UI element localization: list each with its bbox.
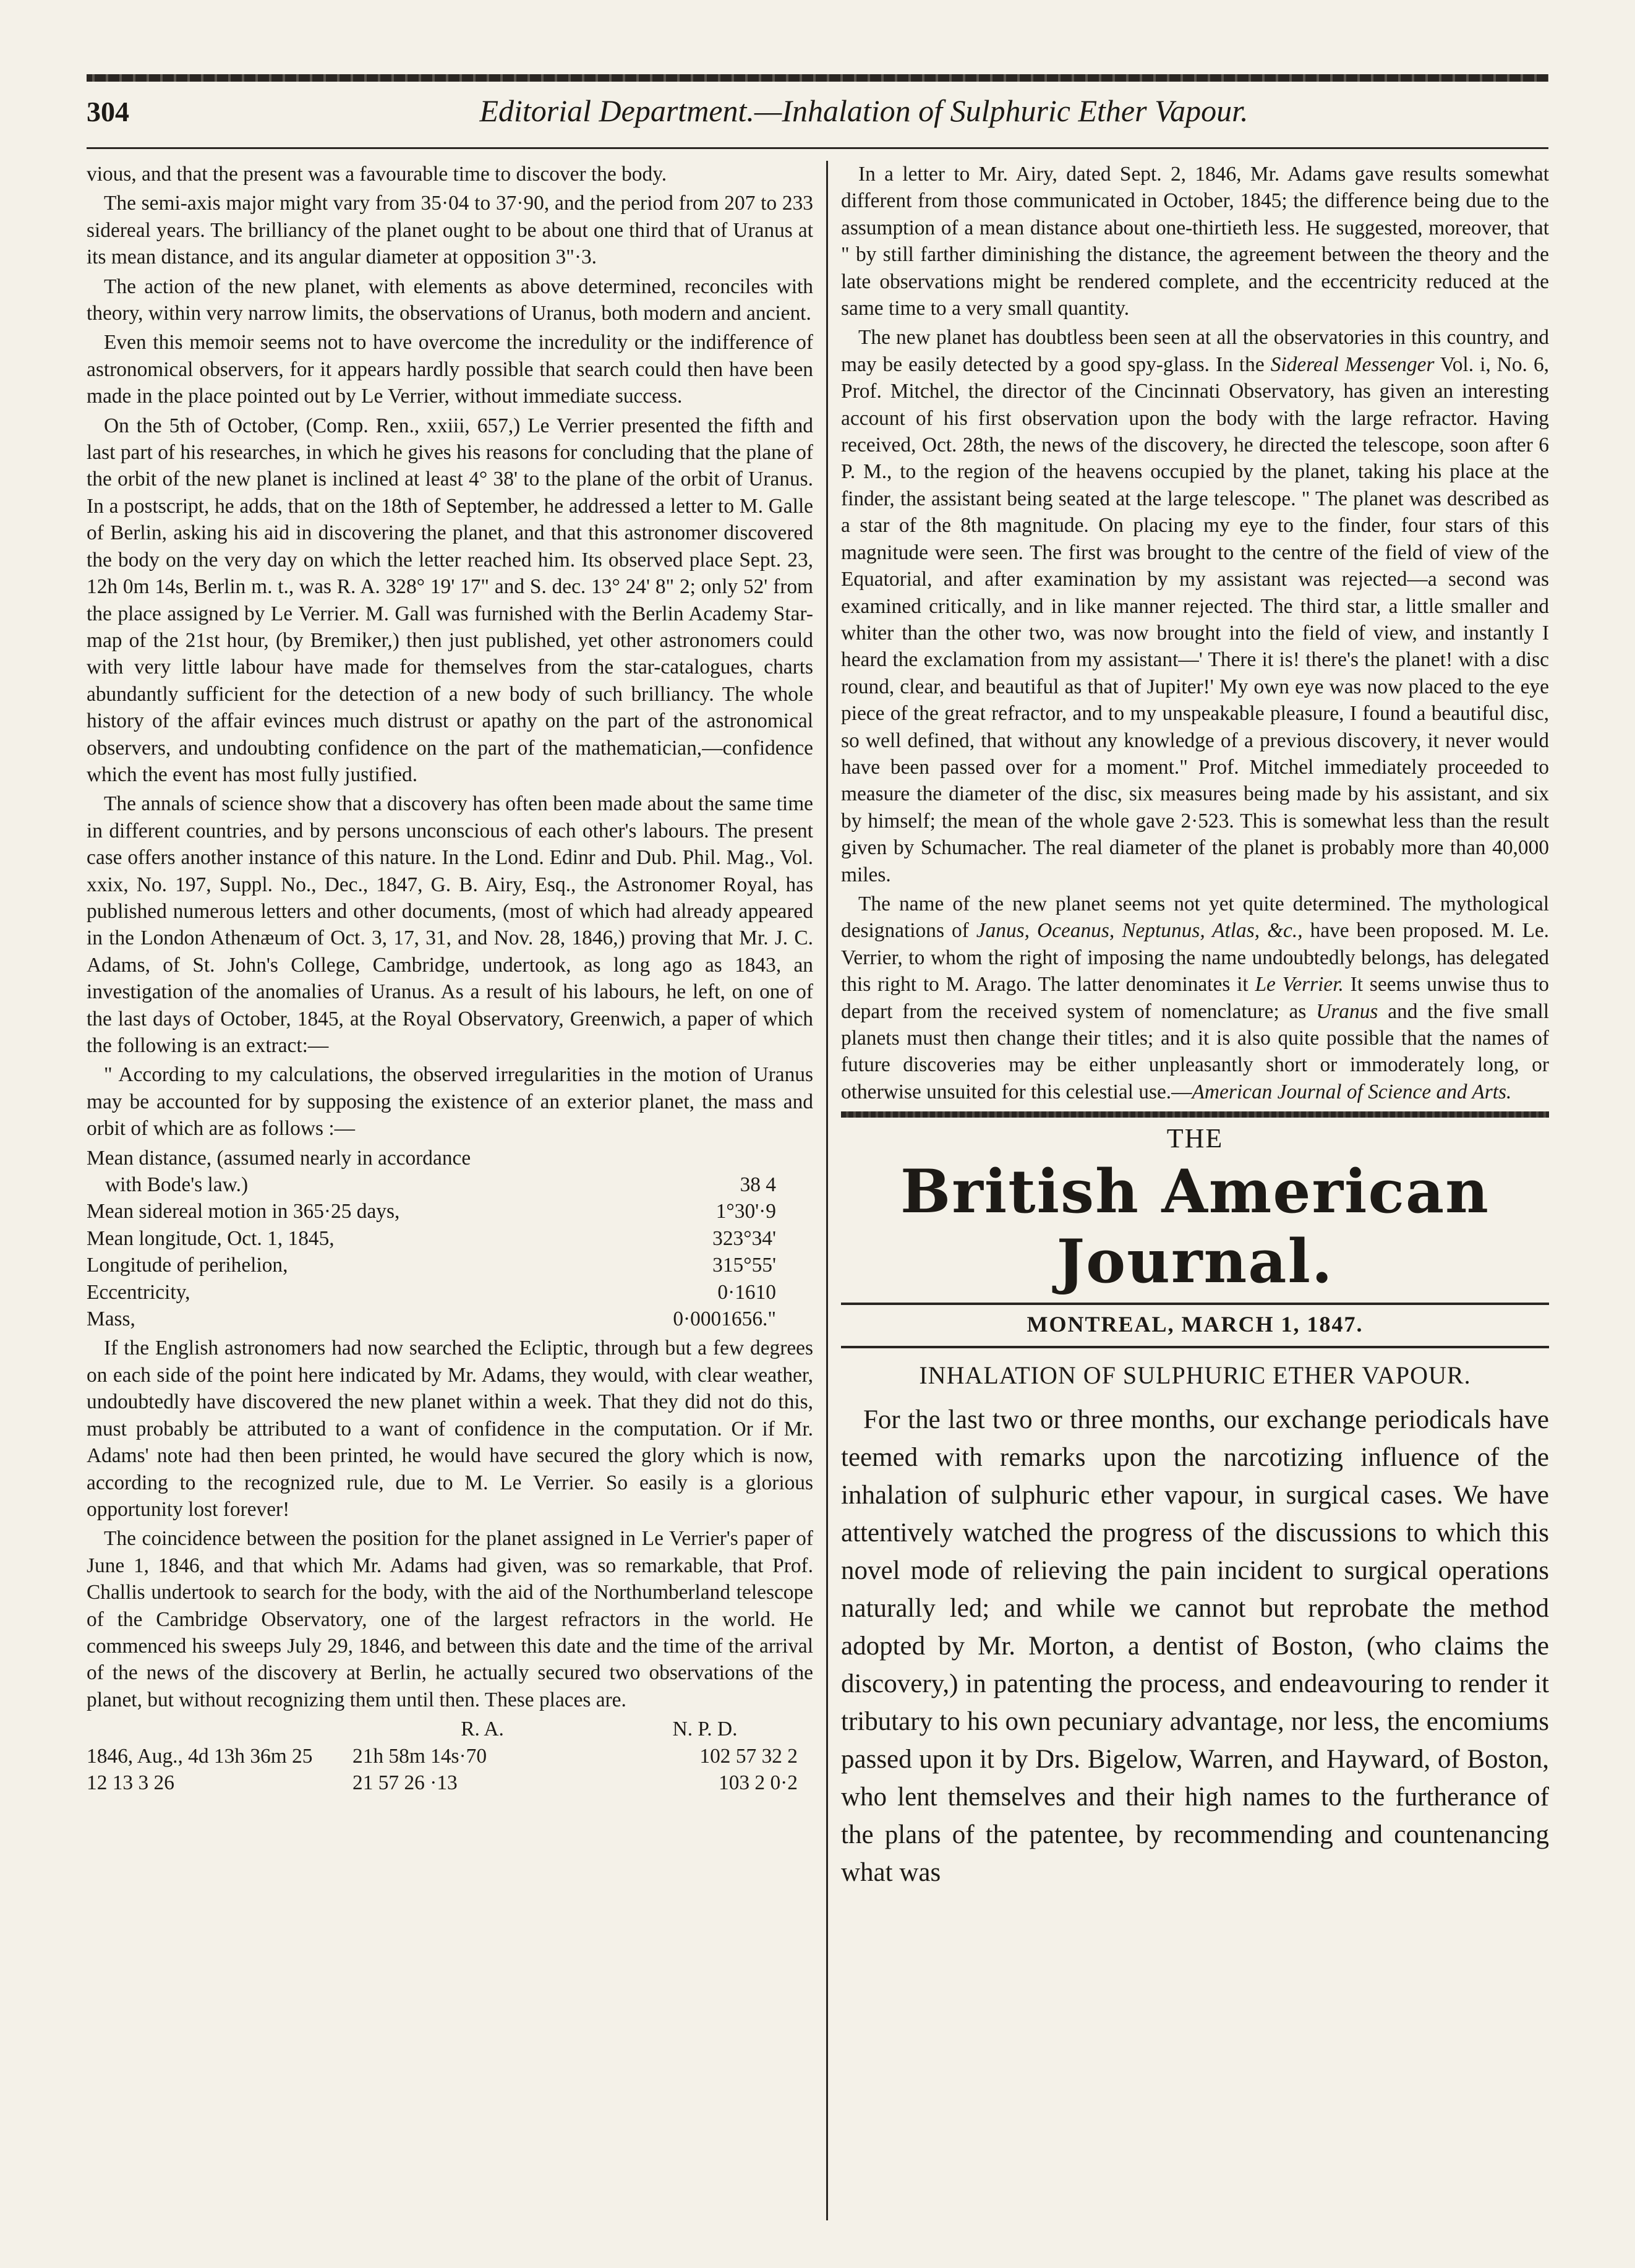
observation-row: [87, 1743, 813, 1769]
element-value: 0·1610: [717, 1280, 776, 1304]
element-value: [619, 1145, 813, 1171]
source-citation: American Journal of Science and Arts.: [1192, 1080, 1512, 1103]
paragraph: vious, and that the present was a favourable time to discover the body.: [87, 163, 667, 186]
element-row: [87, 1252, 813, 1278]
element-value: 1°30'·9: [715, 1200, 776, 1223]
observation-npd: 103 2 0·2: [719, 1771, 798, 1794]
paragraph: The action of the new planet, with elements as above determined, reconciles with theory, within very narrow limits, the observations of Uranus, both modern and ancient.: [87, 275, 813, 325]
element-label: Eccentricity,: [87, 1280, 190, 1304]
text-run: and the five small planets must then change their titles; and it is also quite possible that the names of future discoveries may be either unpleasantly short or immoderately long, or otherwise unsuited for this celestial use.—: [841, 999, 1549, 1103]
element-label: Longitude of perihelion,: [87, 1254, 288, 1277]
observation-row: [87, 1769, 813, 1796]
planet-names: Janus, Oceanus, Neptunus, Atlas, &c.,: [976, 919, 1303, 943]
dateline-rule: [841, 1346, 1549, 1348]
planet-name-uranus: Uranus: [1316, 999, 1378, 1023]
text-run: Vol. i, No. 6, Prof. Mitchel, the director of the Cincinnati Observatory, has given an interesting account of his first observation upon the body with the large refractor. Having received, Oct. 28th, the news of the discovery, he directed the telescope, soon after 6 P. M., to the region of the heavens occupied by the planet, taking his place at the finder, the assistant being seated at the large telescope. " The planet was described as a star of the 8th magnitude. On placing my eye to the finder, four stars of this magnitude were seen. The first was brought to the centre of the field of view of the Equatorial, and after examination by my assistant was rejected—a second was examined critically, and in like manner rejected. The third star, a little smaller and whiter than the other two, was now brought into the field of view, and instantly I heard the exclamation from my assistant—' There it is! there's the planet! with a disc round, clear, and beautiful as that of Jupiter!' My own eye was now placed to the eye piece of the great refractor, and to my unspeakable pleasure, I found a beautiful disc, so well defined, that without any knowledge of a previous discovery, it never would have been passed over for a moment." Prof. Mitchel immediately proceeded to measure the diameter of the disc, six measures being made by his assistant, and six by himself; the mean of the whole gave 2·523. This is somewhat less than the result given by Schumacher. The real diameter of the planet is probably more than 40,000 miles.: [841, 353, 1549, 886]
element-row: [87, 1198, 813, 1225]
element-label: Mean sidereal motion in 365·25 days,: [87, 1200, 400, 1223]
observation-date: 1846, Aug., 4d 13h 36m 25: [87, 1744, 313, 1768]
paragraph: If the English astronomers had now searched the Ecliptic, through but a few degrees on each side of the point here indicated by Mr. Adams, they would, with clear weather, undoubtedly have discovered the new planet within a week. That they did not do this, must probably be attributed to a want of confidence in the computation. Or if Mr. Adams' note had then been printed, he would have secured the glory which is now, according to the recognized rule, due to M. Le Verrier. So easily is a glorious opportunity lost forever!: [87, 1337, 813, 1521]
article-title: INHALATION OF SULPHURIC ETHER VAPOUR.: [919, 1361, 1471, 1390]
observations-table: [87, 1716, 813, 1796]
header-rule: [87, 147, 1548, 149]
journal-masthead-title: British American Journal.: [900, 1157, 1490, 1297]
element-label: Mean longitude, Oct. 1, 1845,: [87, 1226, 335, 1250]
element-value: 323°34': [712, 1226, 776, 1250]
element-label: Mass,: [87, 1307, 135, 1331]
npd-header: N. P. D.: [672, 1718, 738, 1741]
paragraph: In a letter to Mr. Airy, dated Sept. 2, 1846, Mr. Adams gave results somewhat different from those communicated in October, 1845; the difference being due to the assumption of a mean distance about one-thirtieth less. He suggested, moreover, that " by still farther diminishing the distance, the agreement between the theory and the late observations might be rendered complete, and the eccentricity reduced at the same time to a very small quantity.: [841, 163, 1549, 320]
orbital-elements-table: [87, 1145, 813, 1333]
journal-the: THE: [1166, 1123, 1224, 1154]
article-body: For the last two or three months, our exchange periodicals have teemed with remarks upon the narcotizing influence of the inhalation of sulphuric ether vapour, in surgical cases. We have attentively watched the progress of the discussions to which this novel mode of relieving the pain incident to surgical operations naturally led; and while we cannot but reprobate the method adopted by Mr. Morton, a dentist of Boston, (who claims the discovery,) in patenting the process, and endeavouring to render it tributary to his own pecuniary advantage, nor less, the encomiums passed upon it by Drs. Bigelow, Warren, and Hayward, of Boston, who lent themselves and their high names to the furtherance of the plans of the patentee, by recommending and countenancing what was: [841, 1405, 1549, 1888]
top-ornamental-rule: [87, 74, 1548, 82]
right-column: [841, 161, 1549, 2219]
quoted-extract: " According to my calculations, the observed irregularities in the motion of Uranus may be accounted for by supposing the existence of an exterior planet, the mass and orbit of which are as follows :—: [87, 1063, 813, 1140]
observation-ra: 21 57 26 ·13: [352, 1771, 458, 1794]
element-row: [87, 1306, 813, 1332]
column-rule: [826, 161, 828, 2220]
text-run: The new planet has doubtless been seen at all the observatories in this country, and may be easily detected by a good spy-glass. In the: [841, 326, 1549, 376]
element-row: [87, 1279, 813, 1306]
paragraph: [841, 891, 1549, 1105]
text-run: The name of the new planet seems not yet quite determined. The mythological designations of: [841, 892, 1549, 943]
section-rule: [841, 1111, 1549, 1118]
running-head: Editorial Department.—Inhalation of Sulphuric Ether Vapour.: [479, 93, 1249, 128]
ra-header: R. A.: [461, 1718, 504, 1741]
element-value: 38 4: [740, 1173, 776, 1197]
element-row: [87, 1225, 813, 1252]
element-label: with Bode's law.): [105, 1173, 249, 1197]
page-number: 304: [87, 96, 129, 127]
element-row: [87, 1145, 813, 1171]
masthead-rule: [841, 1303, 1549, 1305]
element-value: 0·0001656.": [673, 1307, 776, 1331]
element-label: Mean distance, (assumed nearly in accordance: [87, 1146, 471, 1170]
left-column: [87, 161, 813, 2219]
observation-date: 12 13 3 26: [87, 1771, 174, 1794]
planet-name-le-verrier: Le Verrier.: [1255, 973, 1344, 996]
publication-title: Sidereal Messenger: [1270, 353, 1435, 376]
paragraph: The annals of science show that a discovery has often been made about the same time in different countries, and by persons unconscious of each other's labours. The present case offers another instance of this nature. In the Lond. Edinr and Dub. Phil. Mag., Vol. xxix, No. 197, Suppl. No., Dec., 1847, G. B. Airy, Esq., the Astronomer Royal, has published numerous letters and other documents, (most of which had already appeared in the London Athenæum of Oct. 3, 17, 31, and Nov. 28, 1846,) proving that Mr. J. C. Adams, of St. John's College, Cambridge, undertook, as long ago as 1843, an investigation of the anomalies of Uranus. As a result of his labours, he left, on one of the last days of October, 1845, at the Royal Observatory, Greenwich, a paper of which the following is an extract:—: [87, 792, 813, 1057]
observations-header: [87, 1716, 813, 1742]
observation-npd: 102 57 32 2: [699, 1744, 798, 1768]
paragraph: Even this memoir seems not to have overcome the incredulity or the indifference of astronomical observers, for it appears hardly possible that search could then have been made in the place pointed out by Le Verrier, without immediate success.: [87, 331, 813, 408]
paragraph: [841, 324, 1549, 888]
dateline: MONTREAL, MARCH 1, 1847.: [1027, 1312, 1364, 1337]
text-run: have been proposed. M. Le. Verrier, to whom the right of imposing the name undoubtedly belongs, has delegated this right to M. Arago. The latter denominates it: [841, 919, 1549, 996]
paragraph: The semi-axis major might vary from 35·04 to 37·90, and the period from 207 to 233 sidereal years. The brilliancy of the planet ought to be about one third that of Uranus at its mean distance, and its angular diameter at opposition 3"·3.: [87, 192, 813, 269]
element-value: 315°55': [712, 1254, 776, 1277]
element-row: [87, 1171, 813, 1198]
observation-ra: 21h 58m 14s·70: [352, 1744, 487, 1768]
paragraph: The coincidence between the position for the planet assigned in Le Verrier's paper of June 1, 1846, and that which Mr. Adams had given, was so remarkable, that Prof. Challis undertook to search for the body, with the aid of the Northumberland telescope of the Cambridge Observatory, one of the largest refractors in the world. He commenced his sweeps July 29, 1846, and between this date and the time of the arrival of the news of the discovery at Berlin, he actually secured two observations of the planet, but without recognizing them until then. These places are.: [87, 1527, 813, 1711]
text-run: It seems unwise thus to depart from the received system of nomenclature; as: [841, 973, 1549, 1023]
page-header: [87, 93, 1548, 142]
paragraph: On the 5th of October, (Comp. Ren., xxiii, 657,) Le Verrier presented the fifth and last part of his researches, in which he gives his reasons for concluding that the plane of the orbit of the new planet is inclined at least 4° 38' to the plane of the orbit of Uranus. In a postscript, he adds, that on the 18th of September, he addressed a letter to M. Galle of Berlin, asking his aid in discovering the planet, and that this astronomer discovered the body on the very day on which the letter reached him. Its observed place Sept. 23, 12h 0m 14s, Berlin m. t., was R. A. 328° 19' 17" and S. dec. 13° 24' 8" 2; only 52' from the place assigned by Le Verrier. M. Gall was furnished with the Berlin Academy Star-map of the 21st hour, (by Bremiker,) then just published, yet other astronomers could with very little labour have made for themselves from the star-catalogues, charts abundantly sufficient for the detection of a new body of such brilliancy. The whole history of the affair evinces much distrust or apathy on the part of the astronomical observers, and undoubting confidence on the part of the mathematician,—confidence which the event has most fully justified.: [87, 414, 813, 786]
